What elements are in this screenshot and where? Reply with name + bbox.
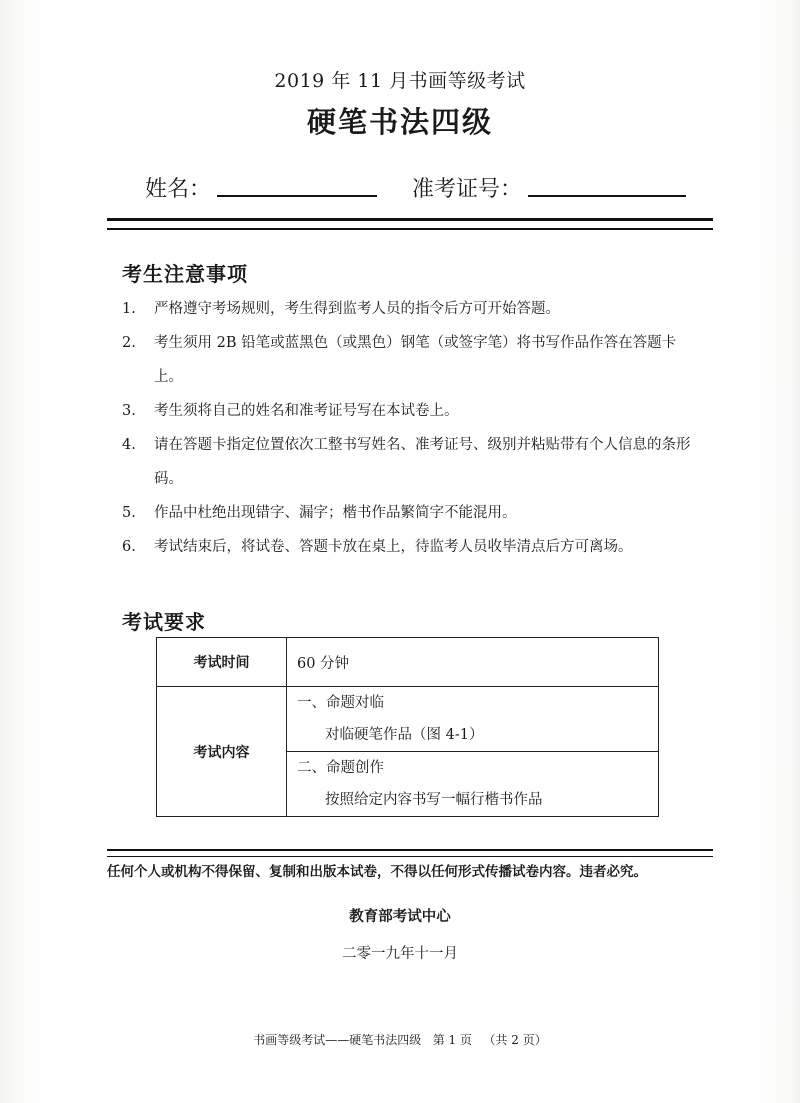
notice-item-text: 作品中杜绝出现错字、漏字；楷书作品繁简字不能混用。 [154, 505, 517, 521]
content-item-title: 一、命题对临 [297, 695, 384, 711]
notice-item [122, 530, 692, 564]
name-blank-line [217, 194, 377, 197]
content-item-detail: 对临硬笔作品（图 4-1） [325, 727, 484, 743]
notice-item-number: 5. [122, 505, 136, 521]
page-number-footer: 书画等级考试——硬笔书法四级 第 1 页 （共 2 页） [253, 1033, 547, 1047]
notice-item-number: 1. [122, 301, 136, 317]
content-item-detail: 按照给定内容书写一幅行楷书作品 [325, 792, 543, 808]
content-item-title: 二、命题创作 [297, 760, 384, 776]
content-item [287, 687, 658, 752]
notice-list [122, 292, 692, 564]
table-row-time [157, 638, 659, 687]
notice-item-text: 请在答题卡指定位置依次工整书写姓名、准考证号、级别并粘贴带有个人信息的条形码。 [154, 437, 691, 487]
notice-item-number: 2. [122, 335, 136, 351]
notice-heading: 考生注意事项 [122, 262, 248, 286]
content-label-cell: 考试内容 [157, 687, 287, 817]
exam-subject-title: 硬笔书法四级 [306, 105, 493, 139]
time-label-cell: 考试时间 [157, 638, 287, 687]
copyright-notice: 任何个人或机构不得保留、复制和出版本试卷，不得以任何形式传播试卷内容。违者必究。 [107, 864, 647, 880]
exam-id-field [412, 172, 686, 203]
notice-item-number: 4. [122, 437, 136, 453]
requirements-table [156, 637, 659, 817]
notice-item-number: 3. [122, 403, 136, 419]
exam-id-label: 准考证号： [412, 177, 523, 202]
header-divider [107, 218, 713, 230]
issuer-name: 教育部考试中心 [349, 909, 451, 925]
notice-item [122, 292, 692, 326]
notice-item-text: 考生须用 2B 铅笔或蓝黑色（或黑色）钢笔（或签字笔）将书写作品作答在答题卡上。 [154, 335, 677, 385]
notice-item-number: 6. [122, 539, 136, 555]
notice-item-text: 考生须将自己的姓名和准考证号写在本试卷上。 [154, 403, 459, 419]
content-item [287, 752, 658, 816]
notice-item [122, 326, 692, 394]
exam-session-title: 2019 年 11 月书画等级考试 [274, 70, 526, 92]
issue-date: 二零一九年十一月 [342, 946, 458, 962]
requirements-heading: 考试要求 [122, 610, 206, 634]
footer-divider [107, 849, 713, 857]
notice-item [122, 428, 692, 496]
exam-id-blank-line [528, 194, 686, 197]
name-label: 姓名： [145, 177, 212, 202]
name-field [145, 172, 377, 203]
notice-item-text: 严格遵守考场规则，考生得到监考人员的指令后方可开始答题。 [154, 301, 560, 317]
notice-item-text: 考试结束后，将试卷、答题卡放在桌上，待监考人员收毕清点后方可离场。 [154, 539, 633, 555]
time-value-cell: 60 分钟 [287, 638, 659, 687]
notice-item [122, 496, 692, 530]
content-value-cell [287, 687, 659, 817]
table-row-content [157, 687, 659, 817]
notice-item [122, 394, 692, 428]
